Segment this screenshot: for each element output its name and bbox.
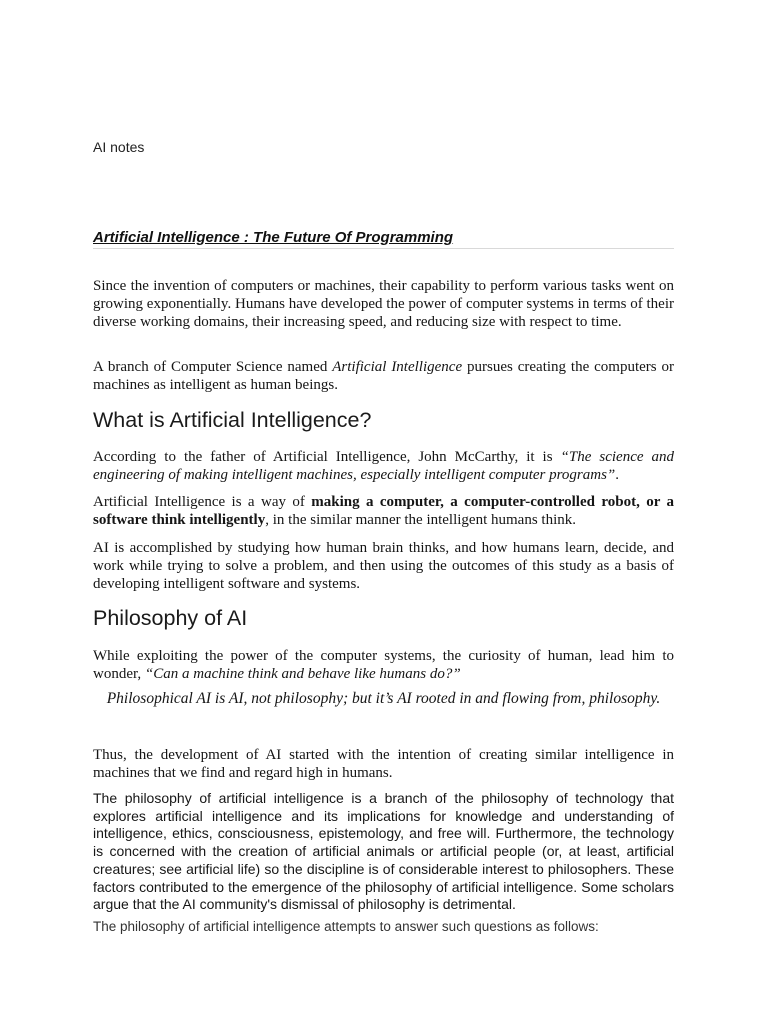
- section-heading-what-is-ai: What is Artificial Intelligence?: [93, 408, 372, 432]
- curiosity-quote: “Can a machine think and behave like humans do?”: [144, 666, 461, 682]
- intro-p2-text-start: A branch of Computer Science named: [93, 359, 333, 375]
- ai-way-paragraph: [93, 493, 674, 529]
- definition-text-end: .: [615, 467, 620, 483]
- definition-paragraph: [93, 448, 674, 484]
- ai-way-text-end: , in the similar manner the intelligent humans think.: [265, 512, 577, 528]
- ai-way-bold: making a computer, a computer-controlled robot, or a software think intelligently: [93, 494, 674, 528]
- curiosity-text-start: While exploiting the power of the computer systems, the curiosity of human, lead him to wonder,: [93, 648, 674, 682]
- intro-p2-emphasis: Artificial Intelligence: [332, 359, 463, 375]
- philosophical-ai-quote: Philosophical AI is AI, not philosophy; but it’s AI rooted in and flowing from, philosophy.: [106, 690, 661, 707]
- document-label: AI notes: [93, 139, 145, 155]
- ai-accomplished-paragraph: AI is accomplished by studying how human brain thinks, and how humans learn, decide, and work while trying to solve a problem, and then using the outcomes of this study as a basis of developing intelligent software and systems.: [93, 540, 674, 592]
- intro-paragraph-1: Since the invention of computers or machines, their capability to perform various tasks went on growing exponentially. Humans have developed the power of computer systems in terms of their diverse working domains, their increasing speed, and reducing size with respect to time.: [93, 278, 674, 330]
- development-paragraph: Thus, the development of AI started with the intention of creating similar intelligence in machines that we find and regard high in humans.: [93, 747, 674, 781]
- questions-intro-paragraph: The philosophy of artificial intelligence attempts to answer such questions as follows:: [93, 919, 599, 934]
- section-heading-philosophy: Philosophy of AI: [93, 606, 248, 630]
- curiosity-paragraph: [93, 647, 674, 683]
- philosophy-definition-paragraph: The philosophy of artificial intelligence is a branch of the philosophy of technology that explores artificial intelligence and its implications for knowledge and understanding of intelligence, ethics, consciousness, epistemology, and free will. Furthermore, the technology is concerned with the creation of artificial animals or artificial people (or, at least, artificial creatures; see artificial life) so the discipline is of considerable interest to philosophers. These factors contributed to the emergence of the philosophy of artificial intelligence. Some scholars argue that the AI community's dismissal of philosophy is detrimental.: [93, 790, 674, 913]
- ai-way-text-start: Artificial Intelligence is a way of: [93, 494, 312, 510]
- definition-quote: “The science and engineering of making intelligent machines, especially intelligent computer programs”: [93, 449, 674, 483]
- intro-p2-text-end: pursues creating the computers or machines as intelligent as human beings.: [93, 359, 674, 393]
- definition-text-start: According to the father of Artificial Intelligence, John McCarthy, it is: [93, 449, 561, 465]
- document-title: Artificial Intelligence : The Future Of Programming: [93, 229, 674, 249]
- intro-paragraph-2: [93, 358, 674, 394]
